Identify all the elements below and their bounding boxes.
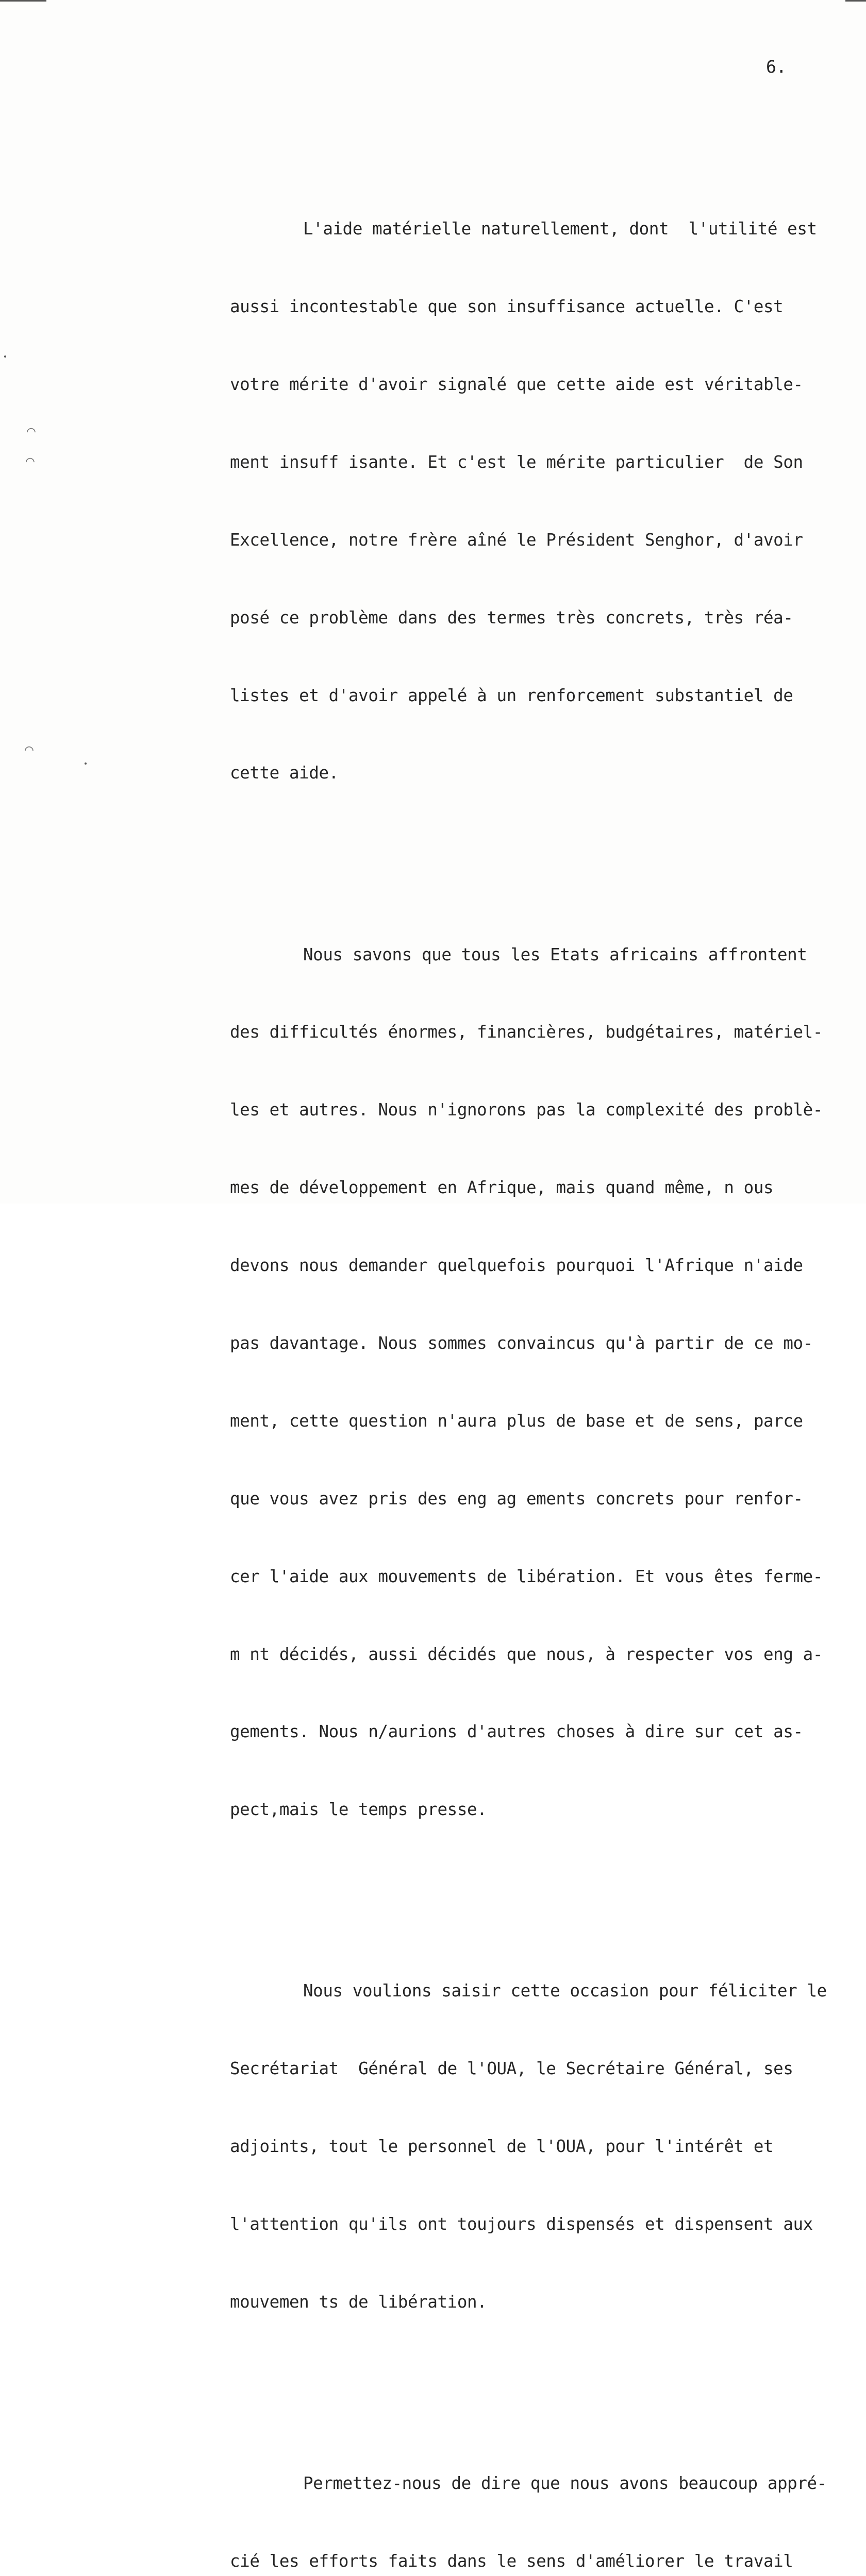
text-line: les et autres. Nous n'ignorons pas la complexité des problè- bbox=[230, 1100, 823, 1120]
margin-speck bbox=[85, 762, 87, 765]
text-line: aussi incontestable que son insuffisance actuelle. C'est bbox=[230, 297, 784, 317]
margin-mark: ⌒ bbox=[26, 452, 35, 469]
text-line: des difficultés énormes, financières, budgétaires, matériel- bbox=[230, 1022, 823, 1042]
text-line: listes et d'avoir appelé à un renforcement substantiel de bbox=[230, 685, 793, 705]
text-line: Nous savons que tous les Etats africains affrontent bbox=[303, 944, 807, 964]
paragraph bbox=[230, 2418, 854, 2576]
body-text bbox=[230, 112, 854, 2576]
scan-edge-mark bbox=[0, 0, 46, 2]
text-line: devons nous demander quelquefois pourquoi l'Afrique n'aide bbox=[230, 1256, 803, 1276]
text-line: Nous voulions saisir cette occasion pour féliciter le bbox=[303, 1981, 827, 2001]
text-line: cette aide. bbox=[230, 763, 339, 783]
margin-mark: ⌒ bbox=[25, 740, 34, 757]
text-line: mes de développement en Afrique, mais quand même, n ous bbox=[230, 1178, 774, 1198]
text-line: gements. Nous n/aurions d'autres choses à dire sur cet as- bbox=[230, 1722, 803, 1742]
text-line: L'aide matérielle naturellement, dont l'utilité est bbox=[303, 219, 817, 239]
margin-mark: ⌒ bbox=[27, 422, 36, 439]
text-line: mouvemen ts de libération. bbox=[230, 2292, 487, 2312]
margin-speck bbox=[4, 355, 6, 358]
paragraph bbox=[230, 890, 854, 1874]
text-line: l'attention qu'ils ont toujours dispensés et dispensent aux bbox=[230, 2214, 813, 2234]
paragraph bbox=[230, 1926, 854, 2367]
paragraph bbox=[230, 164, 854, 838]
text-line: m nt décidés, aussi décidés que nous, à respecter vos eng a- bbox=[230, 1644, 823, 1664]
text-line: ment insuff isante. Et c'est le mérite particulier de Son bbox=[230, 452, 803, 472]
text-line: cié les efforts faits dans le sens d'améliorer le travail bbox=[230, 2551, 793, 2571]
text-line: ment, cette question n'aura plus de base et de sens, parce bbox=[230, 1411, 803, 1431]
text-line: posé ce problème dans des termes très concrets, très réa- bbox=[230, 607, 793, 628]
text-line: adjoints, tout le personnel de l'OUA, pour l'intérêt et bbox=[230, 2137, 774, 2157]
text-line: que vous avez pris des eng ag ements concrets pour renfor- bbox=[230, 1488, 803, 1509]
page-number: 6. bbox=[766, 57, 787, 77]
text-line: votre mérite d'avoir signalé que cette aide est véritable- bbox=[230, 374, 803, 394]
text-line: Excellence, notre frère aîné le Président Senghor, d'avoir bbox=[230, 530, 803, 550]
text-line: pect,mais le temps presse. bbox=[230, 1800, 487, 1820]
text-line: Secrétariat Général de l'OUA, le Secrétaire Général, ses bbox=[230, 2059, 793, 2079]
text-line: Permettez-nous de dire que nous avons beaucoup appré- bbox=[303, 2473, 827, 2494]
scan-edge-mark bbox=[845, 0, 866, 2]
text-line: cer l'aide aux mouvements de libération. Et vous êtes ferme- bbox=[230, 1566, 823, 1586]
text-line: pas davantage. Nous sommes convaincus qu'à partir de ce mo- bbox=[230, 1333, 813, 1353]
